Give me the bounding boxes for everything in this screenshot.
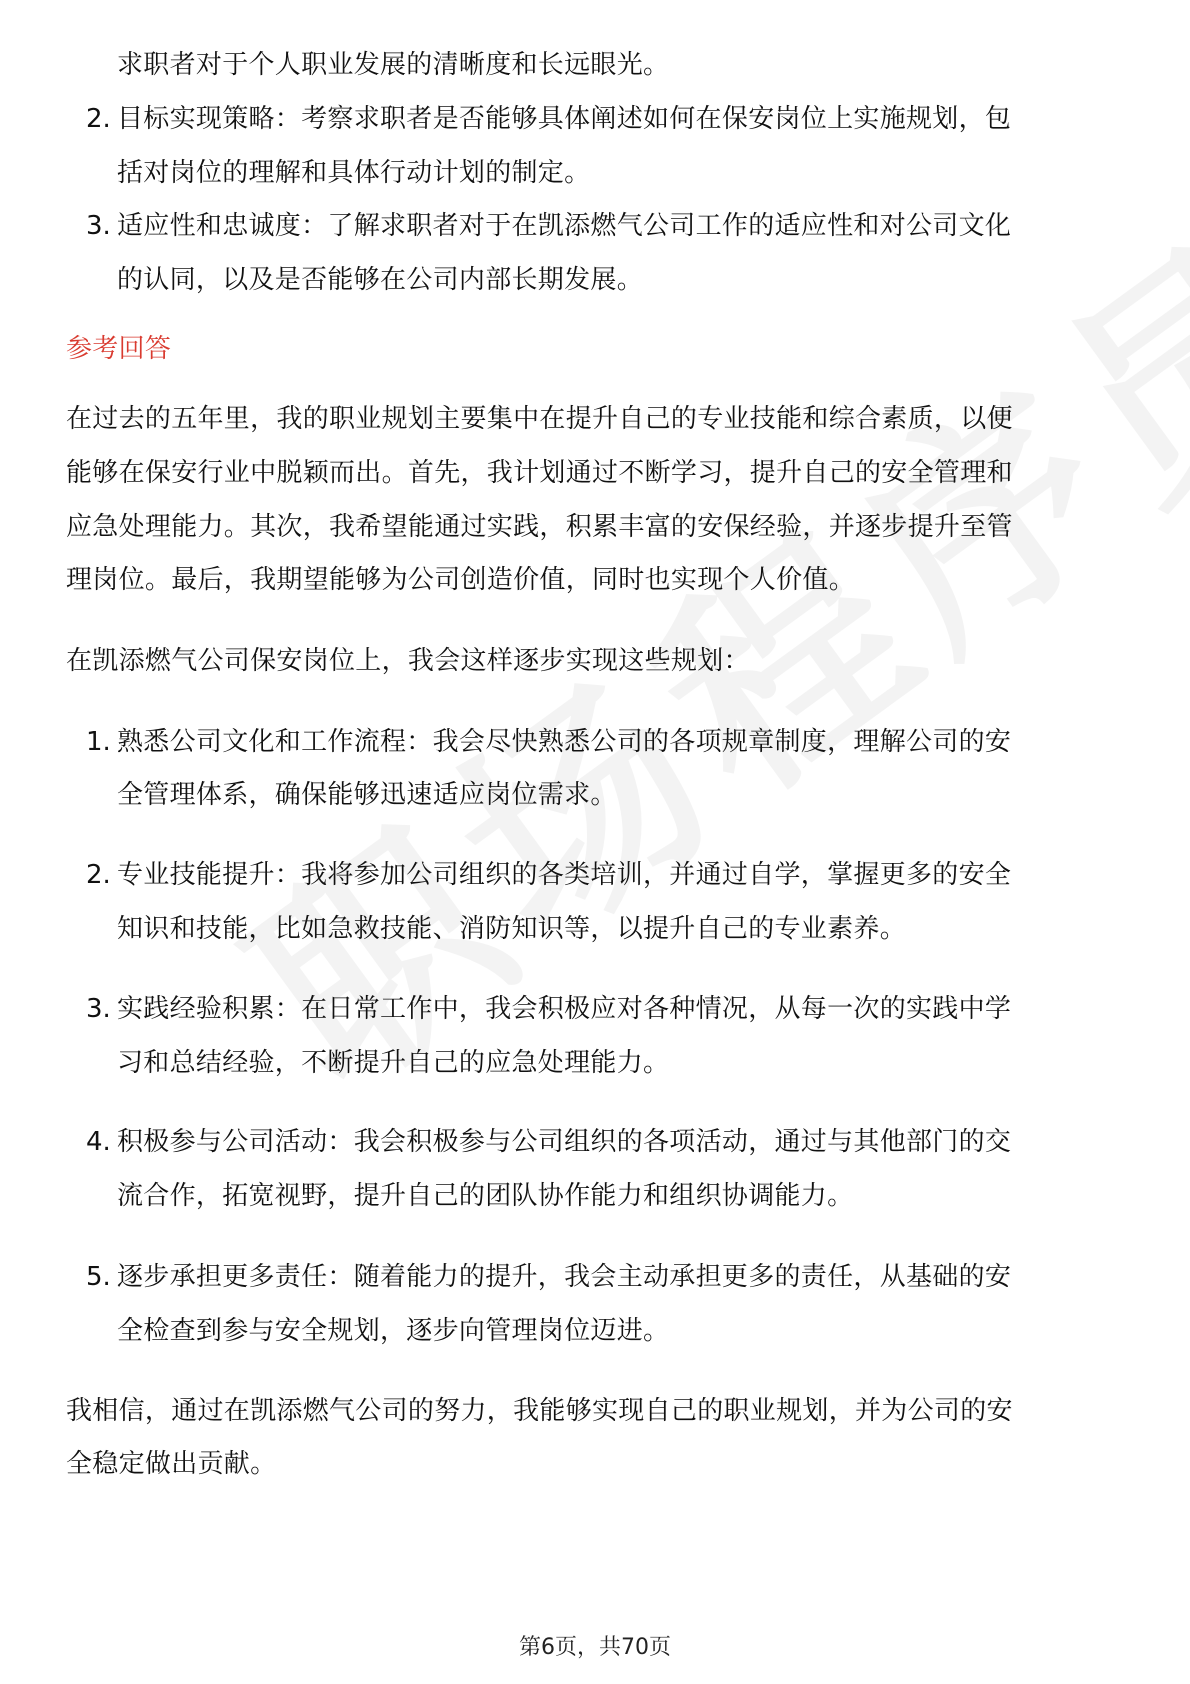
list-item-text: 全检查到参与安全规划，逐步向管理岗位迈进。 (117, 1316, 670, 1346)
list-item-text: 目标实现策略：考察求职者是否能够具体阐述如何在保安岗位上实施规划，包 (117, 104, 1012, 134)
list-item-text: 逐步承担更多责任：随着能力的提升，我会主动承担更多的责任，从基础的安 (117, 1262, 1012, 1292)
list-number: 4. (86, 1127, 111, 1157)
list-number: 2. (86, 860, 111, 890)
list-number: 1. (86, 727, 111, 757)
list-item-text: 适应性和忠诚度：了解求职者对于在凯添燃气公司工作的适应性和对公司文化 (117, 211, 1012, 241)
paragraph-line: 我相信，通过在凯添燃气公司的努力，我能够实现自己的职业规划，并为公司的安 (66, 1396, 1013, 1426)
list-number: 2. (86, 104, 111, 134)
list-item-text: 知识和技能，比如急救技能、消防知识等，以提升自己的专业素养。 (117, 914, 907, 944)
section-heading: 参考回答 (66, 334, 172, 364)
paragraph-line: 在过去的五年里，我的职业规划主要集中在提升自己的专业技能和综合素质，以便 (66, 404, 1013, 434)
list-item-text: 积极参与公司活动：我会积极参与公司组织的各项活动，通过与其他部门的交 (117, 1127, 1012, 1157)
list-item-text: 实践经验积累：在日常工作中，我会积极应对各种情况，从每一次的实践中学 (117, 994, 1012, 1024)
list-item-text: 熟悉公司文化和工作流程：我会尽快熟悉公司的各项规章制度，理解公司的安 (117, 727, 1012, 757)
list-item-text: 全管理体系，确保能够迅速适应岗位需求。 (117, 780, 617, 810)
list-item-text: 专业技能提升：我将参加公司组织的各类培训，并通过自学，掌握更多的安全 (117, 860, 1012, 890)
list-number: 5. (86, 1262, 111, 1292)
paragraph-line: 应急处理能力。其次，我希望能通过实践，积累丰富的安保经验，并逐步提升至管 (66, 512, 1013, 542)
paragraph-intro-plan: 在凯添燃气公司保安岗位上，我会这样逐步实现这些规划： (66, 646, 750, 676)
paragraph-line: 能够在保安行业中脱颖而出。首先，我计划通过不断学习，提升自己的安全管理和 (66, 458, 1013, 488)
list-item-text: 括对岗位的理解和具体行动计划的制定。 (117, 158, 591, 188)
list-item-text: 习和总结经验，不断提升自己的应急处理能力。 (117, 1048, 670, 1078)
list-item-text: 流合作，拓宽视野，提升自己的团队协作能力和组织协调能力。 (117, 1181, 854, 1211)
list-item-text: 的认同，以及是否能够在公司内部长期发展。 (117, 265, 644, 295)
paragraph-line: 全稳定做出贡献。 (66, 1449, 277, 1479)
list-number: 3. (86, 994, 111, 1024)
page-number-footer: 第6页，共70页 (519, 1635, 671, 1660)
list-number: 3. (86, 211, 111, 241)
paragraph-line: 理岗位。最后，我期望能够为公司创造价值，同时也实现个人价值。 (66, 565, 856, 595)
list-item-continuation: 求职者对于个人职业发展的清晰度和长远眼光。 (117, 50, 670, 80)
